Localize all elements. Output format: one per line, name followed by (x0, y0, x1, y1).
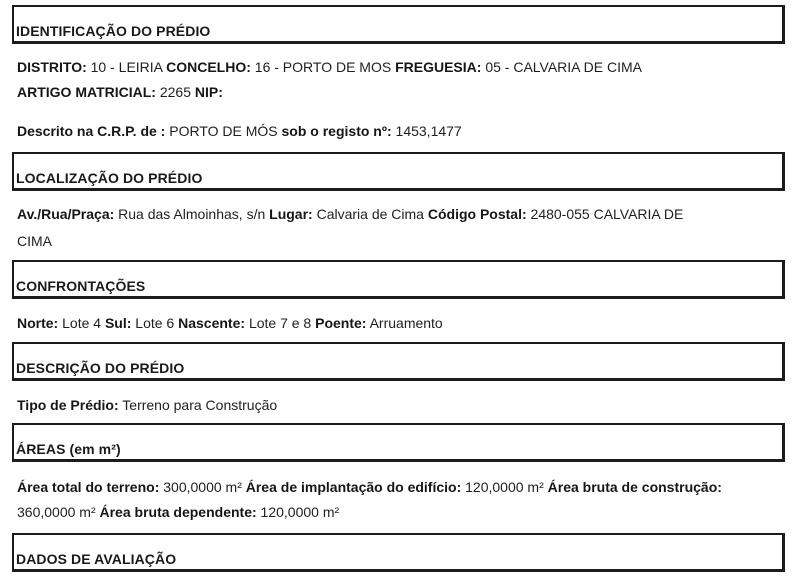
area-bruta-dependente-label: Área bruta dependente: (99, 504, 257, 520)
concelho-value: 16 - PORTO DE MOS (254, 59, 392, 75)
section-header-confrontacoes (12, 260, 785, 299)
nascente-value: Lote 7 e 8 (248, 315, 312, 331)
nascente-label: Nascente: (178, 315, 246, 331)
area-implantacao-value: 120,0000 m² (465, 479, 544, 495)
section-header-descricao (12, 342, 785, 381)
poente-value: Arruamento (369, 315, 443, 331)
concelho-label: CONCELHO: (166, 59, 251, 75)
area-implantacao-label: Área de implantação do edifício: (245, 479, 462, 495)
rua-label: Av./Rua/Praça: (17, 206, 115, 222)
lugar-value: Calvaria de Cima (316, 206, 424, 222)
identificacao-line-3 (17, 123, 462, 139)
localizacao-line-2 (17, 233, 52, 249)
section-title: ÁREAS (em m²) (16, 441, 121, 457)
identificacao-line-2 (17, 84, 223, 100)
area-bruta-construcao-label: Área bruta de construção: (547, 479, 722, 495)
section-title: DESCRIÇÃO DO PRÉDIO (16, 360, 185, 376)
section-header-identificacao (12, 5, 785, 44)
norte-label: Norte: (17, 315, 59, 331)
freguesia-label: FREGUESIA: (395, 59, 482, 75)
crp-label: Descrito na C.R.P. de : (17, 123, 166, 139)
norte-value: Lote 4 (62, 315, 102, 331)
lugar-label: Lugar: (269, 206, 313, 222)
section-title: LOCALIZAÇÃO DO PRÉDIO (16, 170, 203, 186)
section-header-localizacao (12, 152, 785, 191)
identificacao-line-1 (17, 59, 642, 75)
sul-value: Lote 6 (135, 315, 175, 331)
nip-label: NIP: (194, 84, 223, 100)
postal-value-continued: CIMA (17, 233, 52, 249)
localizacao-line-1 (17, 206, 683, 222)
artigo-label: ARTIGO MATRICIAL: (17, 84, 156, 100)
registo-value: 1453,1477 (395, 123, 462, 139)
postal-value: 2480-055 CALVARIA DE (530, 206, 684, 222)
tipo-label: Tipo de Prédio: (17, 397, 119, 413)
descricao-line (17, 397, 277, 413)
areas-line-2 (17, 504, 339, 520)
confrontacoes-line (17, 315, 443, 331)
section-title: DADOS DE AVALIAÇÃO (16, 551, 177, 567)
section-title: CONFRONTAÇÕES (16, 278, 146, 294)
areas-line-1 (17, 479, 722, 495)
crp-value: PORTO DE MÓS (169, 123, 278, 139)
area-total-value: 300,0000 m² (163, 479, 242, 495)
sul-label: Sul: (104, 315, 132, 331)
distrito-label: DISTRITO: (17, 59, 87, 75)
distrito-value: 10 - LEIRIA (90, 59, 163, 75)
poente-label: Poente: (315, 315, 367, 331)
artigo-value: 2265 (159, 84, 191, 100)
tipo-value: Terreno para Construção (122, 397, 278, 413)
area-bruta-construcao-value: 360,0000 m² (17, 504, 96, 520)
section-header-avaliacao (12, 533, 785, 572)
postal-label: Código Postal: (427, 206, 527, 222)
registo-label: sob o registo nº: (281, 123, 392, 139)
rua-value: Rua das Almoinhas, s/n (118, 206, 266, 222)
section-header-areas (12, 423, 785, 462)
area-bruta-dependente-value: 120,0000 m² (260, 504, 340, 520)
area-total-label: Área total do terreno: (17, 479, 160, 495)
freguesia-value: 05 - CALVARIA DE CIMA (485, 59, 642, 75)
section-title: IDENTIFICAÇÃO DO PRÉDIO (16, 23, 211, 39)
